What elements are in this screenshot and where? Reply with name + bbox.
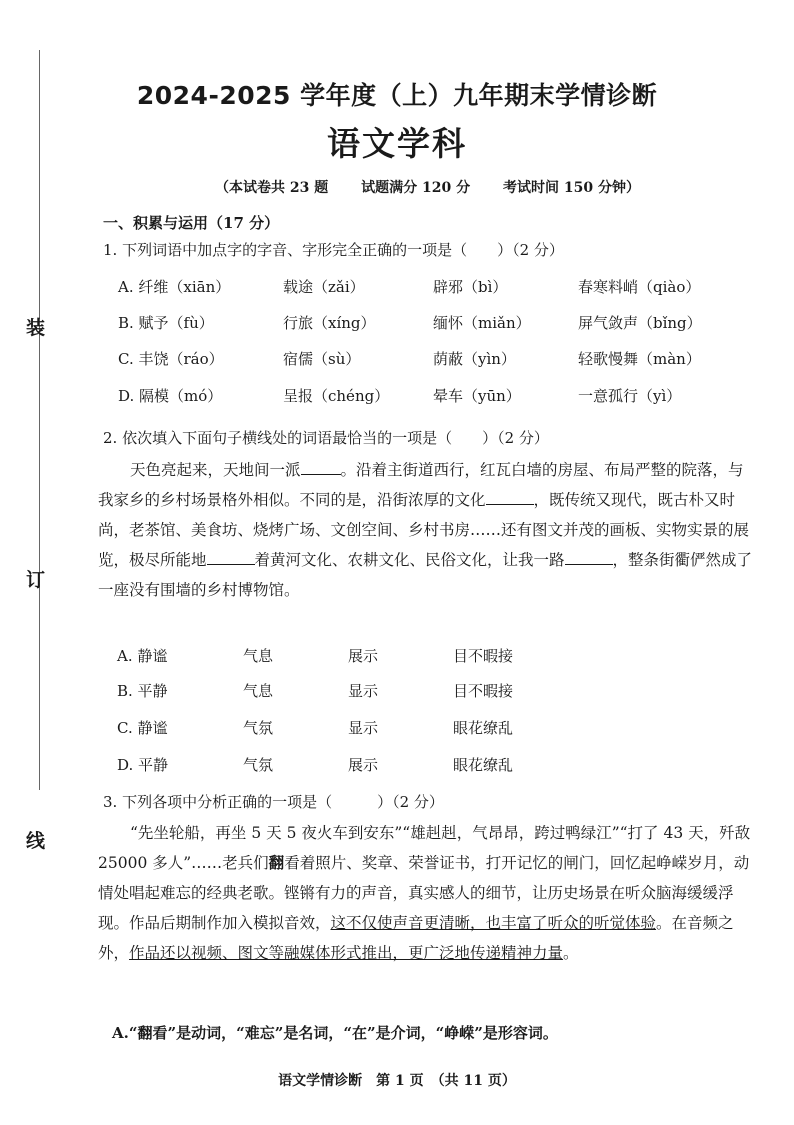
exam-info-questions: （本试卷共 23 题 xyxy=(215,180,329,196)
q2-option-d-word4: 眼花缭乱 xyxy=(453,756,514,774)
q3-passage-part3: 。在音频之外， xyxy=(98,914,734,962)
q1-option-b-word4: 屏气敛声（bǐng） xyxy=(578,314,702,332)
q2-passage-part5: ，整条街衢俨然成了一座没有围墙的乡村博物馆。 xyxy=(98,551,753,599)
q2-option-d-word2: 气氛 xyxy=(243,756,274,774)
q3-option-a: A.“翻看”是动词，“难忘”是名词，“在”是介词，“峥嵘”是形容词。 xyxy=(112,1024,558,1042)
q1-option-c-word3: 荫蔽（yìn） xyxy=(433,350,516,368)
page-footer: 语文学情诊断 第 1 页 （共 11 页） xyxy=(278,1073,516,1089)
q2-passage-part2: 。沿着主街道西行，红瓦白墙的房屋、布局严整的院落，与我家乡的乡村场景格外相似。不同的是，沿街浓厚的文化 xyxy=(98,461,744,509)
q2-option-c-word2: 气氛 xyxy=(243,719,274,737)
q1-option-b-word1: B. 赋予（fù） xyxy=(118,314,214,332)
q2-option-b-word1: B. 平静 xyxy=(117,682,168,700)
q2-blank-2 xyxy=(486,492,534,505)
question-2-stem: 2. 依次填入下面句子横线处的词语最恰当的一项是（ ）（2 分） xyxy=(103,429,549,447)
q2-option-c-word1: C. 静谧 xyxy=(117,719,168,737)
question-3-stem: 3. 下列各项中分析正确的一项是（ ）（2 分） xyxy=(103,793,444,811)
binding-mark-top: 装 xyxy=(26,317,46,339)
q1-option-d-word1: D. 隔模（mó） xyxy=(118,387,223,405)
q2-passage xyxy=(98,455,758,605)
q1-option-c-word4: 轻歌慢舞（màn） xyxy=(578,350,701,368)
q3-underlined-sentence-1: 这不仅使声音更清晰，也丰富了听众的听觉体验 xyxy=(330,914,657,932)
q1-option-d-word3: 晕车（yūn） xyxy=(433,387,521,405)
q2-option-a-word3: 展示 xyxy=(348,647,379,665)
q2-passage-part1: 天色亮起来，天地间一派 xyxy=(130,461,301,479)
q2-option-c-word4: 眼花缭乱 xyxy=(453,719,514,737)
q1-option-c-word2: 宿儒（sù） xyxy=(283,350,361,368)
q1-option-d-word2: 呈报（chéng） xyxy=(283,387,390,405)
binding-mark-bottom: 线 xyxy=(26,830,46,852)
q1-option-b-word2: 行旅（xíng） xyxy=(283,314,376,332)
q1-option-a-word3: 辟邪（bì） xyxy=(433,278,508,296)
q2-option-b-word3: 显示 xyxy=(348,682,379,700)
q2-option-a-word4: 目不暇接 xyxy=(453,647,514,665)
q1-option-b-word3: 缅怀（miǎn） xyxy=(433,314,531,332)
q2-blank-4 xyxy=(565,552,613,565)
q3-passage xyxy=(98,818,758,968)
q3-passage-part1: “先坐轮船，再坐 5 天 5 夜火车到安东”“雄赳赳，气昂昂，跨过鸭绿江”“打了 43 天，歼敌 25000 多人”……老兵们 xyxy=(98,824,751,872)
q1-option-a-word2: 载途（zǎi） xyxy=(283,278,365,296)
question-1-stem: 1. 下列词语中加点字的字音、字形完全正确的一项是（ ）（2 分） xyxy=(103,241,564,259)
q1-option-a-word4: 春寒料峭（qiào） xyxy=(578,278,701,296)
q2-option-a-word2: 气息 xyxy=(243,647,274,665)
q2-option-b-word4: 目不暇接 xyxy=(453,682,514,700)
exam-info-score: 试题满分 120 分 xyxy=(361,180,471,196)
q2-option-b-word2: 气息 xyxy=(243,682,274,700)
q2-passage-part4: 着黄河文化、农耕文化、民俗文化，让我一路 xyxy=(254,551,565,569)
q1-option-a-word1: A. 纤维（xiān） xyxy=(118,278,231,296)
exam-info xyxy=(215,177,668,197)
q2-blank-3 xyxy=(207,552,255,565)
exam-info-time: 考试时间 150 分钟） xyxy=(502,180,640,196)
q3-passage-part4: 。 xyxy=(563,944,579,962)
exam-title: 2024-2025 学年度（上）九年期末学情诊断 xyxy=(136,81,658,110)
subject-title: 语文学科 xyxy=(327,124,467,163)
q2-passage-part3: ，既传统又现代，既古朴又时尚，老茶馆、美食坊、烧烤广场、文创空间、乡村书房……还有图文并茂的画板、实物实景的展览，极尽所能地 xyxy=(98,491,750,569)
q3-passage-part2: 看着照片、奖章、荣誉证书，打开记忆的闸门，回忆起峥嵘岁月，动情处唱起难忘的经典老歌。铿锵有力的声音，真实感人的细节，让历史场景在听众脑海缓缓浮现。作品后期制作加入模拟音效， xyxy=(98,854,750,932)
q2-option-d-word1: D. 平静 xyxy=(117,756,169,774)
q2-blank-1 xyxy=(301,462,341,475)
binding-mark-middle: 订 xyxy=(26,569,46,591)
q2-option-c-word3: 显示 xyxy=(348,719,379,737)
q2-option-d-word3: 展示 xyxy=(348,756,379,774)
q1-option-c-word1: C. 丰饶（ráo） xyxy=(118,350,224,368)
section-heading: 一、积累与运用（17 分） xyxy=(103,214,280,232)
q3-underlined-sentence-2: 作品还以视频、图文等融媒体形式推出，更广泛地传递精神力量 xyxy=(129,944,564,962)
q3-passage-keyword: 翻 xyxy=(268,853,285,872)
q1-option-d-word4: 一意孤行（yì） xyxy=(578,387,682,405)
q2-option-a-word1: A. 静谧 xyxy=(117,647,168,665)
